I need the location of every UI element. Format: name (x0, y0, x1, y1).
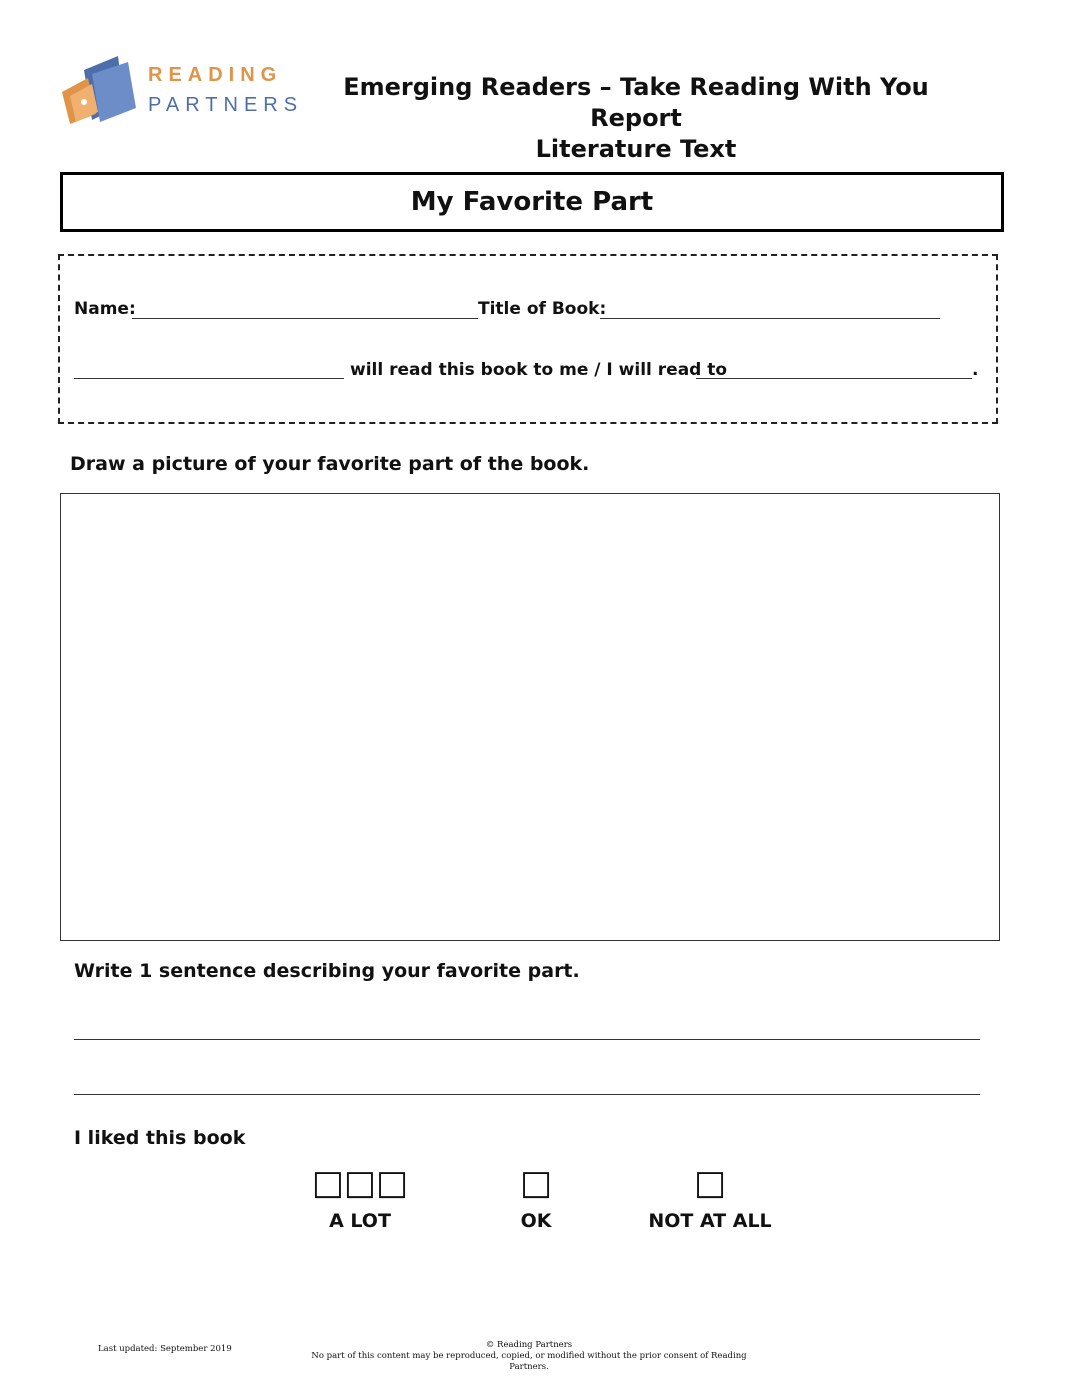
report-title: Emerging Readers – Take Reading With You Report (343, 73, 929, 132)
rating-ok-icon: □ (519, 1163, 553, 1203)
page-title (305, 72, 967, 165)
write-prompt: Write 1 sentence describing your favorite part. (74, 960, 580, 982)
logo-text-reading: READING (148, 64, 283, 86)
rating-ok[interactable] (496, 1164, 576, 1232)
liked-label: I liked this book (74, 1127, 246, 1149)
footer-notice (300, 1340, 758, 1373)
student-info-box (58, 254, 998, 424)
reproduction-notice: No part of this content may be reproduced, copied, or modified without the prior consent of Reading Partners. (311, 1351, 747, 1372)
last-updated: Last updated: September 2019 (98, 1344, 232, 1354)
rating-a-lot[interactable] (290, 1164, 430, 1232)
copyright-text: © Reading Partners (485, 1340, 573, 1350)
draw-prompt: Draw a picture of your favorite part of the book. (70, 453, 590, 475)
logo-text-partners: PARTNERS (148, 94, 304, 116)
sentence-line-1[interactable] (74, 1039, 980, 1040)
read-to-text: will read this book to me / I will read to (350, 360, 728, 380)
name-label: Name: (74, 299, 136, 319)
sentence-line-2[interactable] (74, 1094, 980, 1095)
reading-partners-logo (58, 52, 304, 132)
book-title-field[interactable] (600, 318, 940, 319)
rating-a-lot-icon: □□□ (311, 1163, 409, 1203)
sentence-period: . (972, 360, 979, 380)
section-title: My Favorite Part (60, 172, 1004, 232)
rating-not-at-all-label: NOT AT ALL (648, 1210, 772, 1232)
report-subtitle: Literature Text (535, 135, 737, 163)
drawing-area[interactable] (60, 493, 1000, 941)
open-book-icon (58, 52, 144, 128)
book-title-label: Title of Book: (478, 299, 607, 319)
rating-not-at-all-icon: □ (693, 1163, 727, 1203)
reader-name-field[interactable] (74, 378, 344, 379)
listener-name-field[interactable] (696, 378, 972, 379)
rating-a-lot-label: A LOT (329, 1210, 391, 1232)
rating-not-at-all[interactable] (630, 1164, 790, 1232)
name-field[interactable] (132, 318, 478, 319)
rating-ok-label: OK (520, 1210, 552, 1232)
